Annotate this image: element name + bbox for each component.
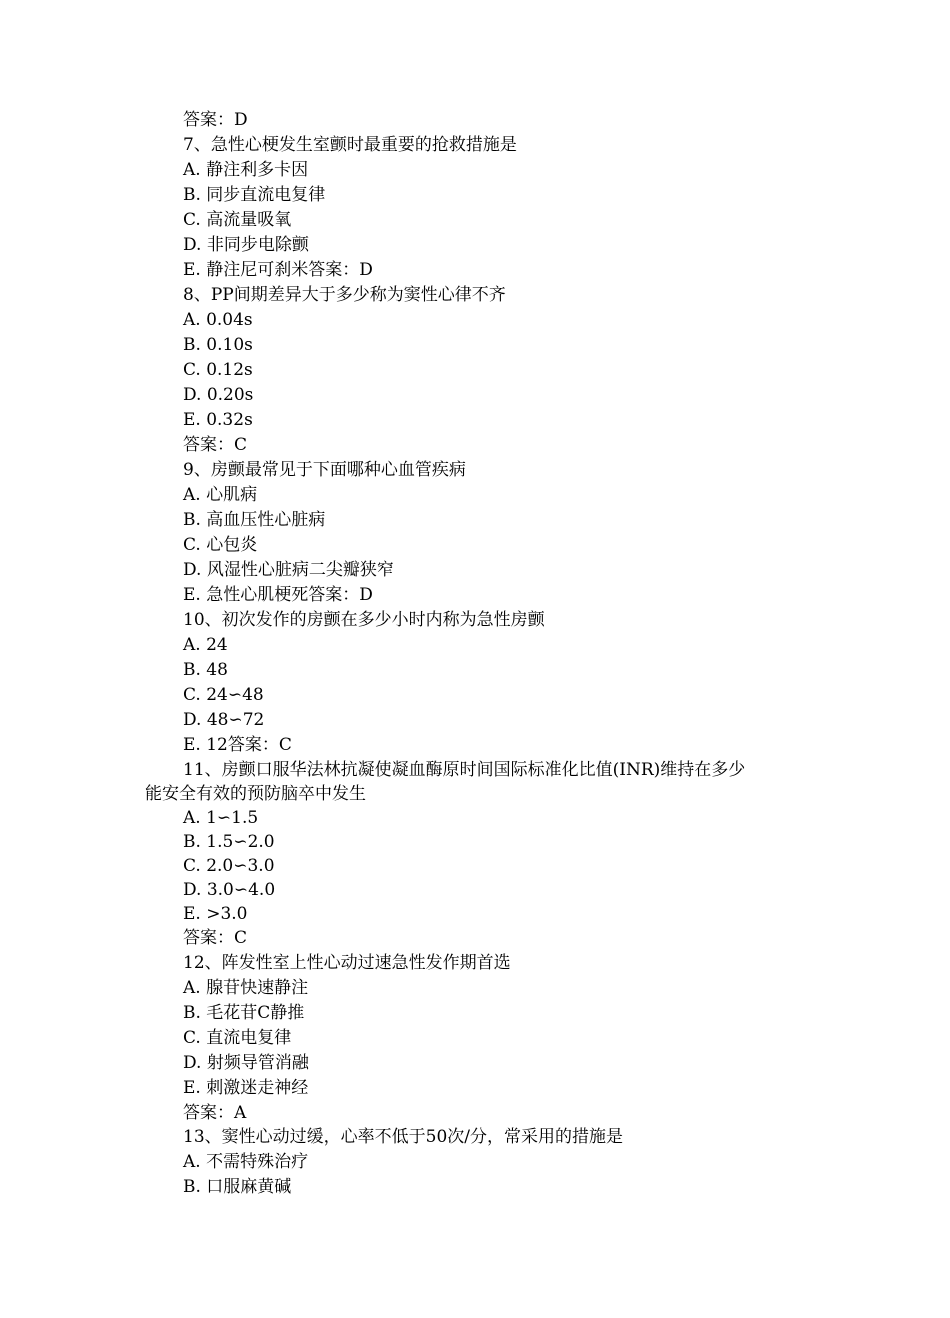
option-line: C. 心包炎 <box>183 535 258 555</box>
option-line: D. 非同步电除颤 <box>183 235 309 255</box>
question-8: 8、PP间期差异大于多少称为窦性心律不齐 <box>183 285 506 305</box>
option-line: C. 24∽48 <box>183 685 264 705</box>
answer-line: 答案：C <box>183 435 248 455</box>
option-line: A. 静注利多卡因 <box>183 160 309 180</box>
answer-line: 答案：D <box>183 110 248 130</box>
option-line: D. 0.20s <box>183 385 254 405</box>
option-line: A. 24 <box>183 635 228 655</box>
answer-line: 答案：A <box>183 1103 247 1123</box>
question-13: 13、窦性心动过缓，心率不低于50次/分，常采用的措施是 <box>183 1127 623 1147</box>
question-7: 7、急性心梗发生室颤时最重要的抢救措施是 <box>183 135 517 155</box>
question-11: 11、房颤口服华法林抗凝使凝血酶原时间国际标准化比值(INR)维持在多少 <box>183 760 746 780</box>
document-body <box>145 108 825 1200</box>
option-line: C. 2.0∽3.0 <box>183 856 275 876</box>
option-line: D. 3.0∽4.0 <box>183 880 276 900</box>
question-12: 12、阵发性室上性心动过速急性发作期首选 <box>183 953 511 973</box>
option-line: A. 腺苷快速静注 <box>183 978 309 998</box>
option-line: B. 0.10s <box>183 335 253 355</box>
option-line: B. 48 <box>183 660 228 680</box>
option-line: D. 风湿性心脏病二尖瓣狭窄 <box>183 560 394 580</box>
option-line: C. 直流电复律 <box>183 1028 292 1048</box>
option-line: B. 同步直流电复律 <box>183 185 326 205</box>
answer-line: 答案：C <box>183 928 248 948</box>
option-line: A. 0.04s <box>183 310 253 330</box>
option-line: E. 0.32s <box>183 410 253 430</box>
option-line: E. 12答案：C <box>183 735 292 755</box>
option-line: D. 射频导管消融 <box>183 1053 309 1073</box>
option-line: C. 高流量吸氧 <box>183 210 292 230</box>
question-11-continued: 能安全有效的预防脑卒中发生 <box>145 784 366 804</box>
question-9: 9、房颤最常见于下面哪种心血管疾病 <box>183 460 466 480</box>
option-line: E. >3.0 <box>183 904 248 924</box>
option-line: A. 不需特殊治疗 <box>183 1152 309 1172</box>
option-line: B. 高血压性心脏病 <box>183 510 326 530</box>
option-line: A. 心肌病 <box>183 485 258 505</box>
option-line: E. 急性心肌梗死答案：D <box>183 585 373 605</box>
option-line: C. 0.12s <box>183 360 253 380</box>
option-line: D. 48∽72 <box>183 710 265 730</box>
question-10: 10、初次发作的房颤在多少小时内称为急性房颤 <box>183 610 545 630</box>
option-line: B. 毛花苷C静推 <box>183 1003 305 1023</box>
option-line: B. 口服麻黄碱 <box>183 1177 292 1197</box>
option-line: B. 1.5∽2.0 <box>183 832 275 852</box>
option-line: E. 静注尼可刹米答案：D <box>183 260 373 280</box>
option-line: E. 刺激迷走神经 <box>183 1078 309 1098</box>
option-line: A. 1∽1.5 <box>183 808 259 828</box>
